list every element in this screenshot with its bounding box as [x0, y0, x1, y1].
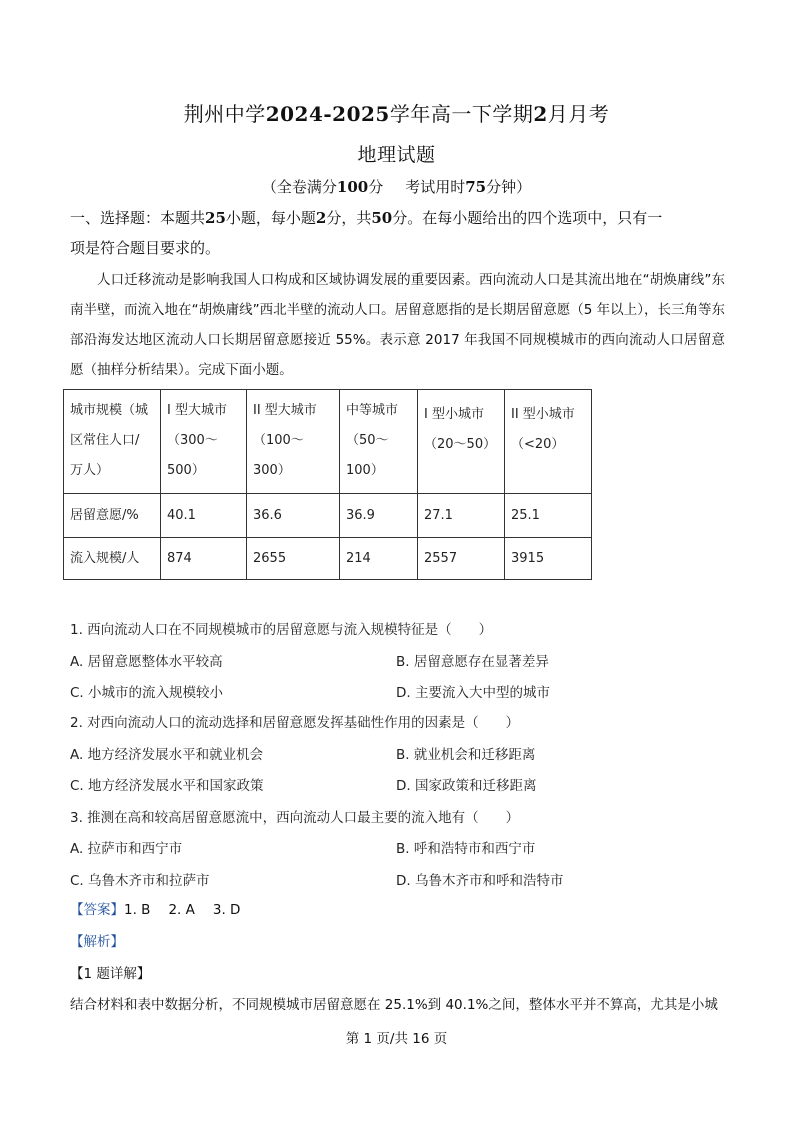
table-header-cell [418, 390, 505, 494]
table-row [64, 538, 592, 580]
info-marks-label: （全卷满分 [261, 178, 337, 196]
question-option: B. 居留意愿存在显著差异 [396, 654, 549, 670]
question-option: A. 拉萨市和西宁市 [70, 841, 183, 857]
table-header-cell [161, 390, 247, 494]
answer-label: 【答案】 [70, 902, 124, 918]
header-line: I 型小城市 [424, 407, 484, 422]
header-line: 万人） [70, 463, 110, 478]
exam-info [0, 176, 793, 197]
answer-value: 3. D [212, 902, 241, 918]
header-line: I 型大城市 [167, 403, 227, 418]
info-time-label: 考试用时 [405, 178, 466, 196]
header-line: （100～ [253, 433, 304, 448]
table-cell: 40.1 [161, 494, 247, 538]
table-cell: 214 [340, 538, 418, 580]
question-stem: 1. 西向流动人口在不同规模城市的居留意愿与流入规模特征是（ ） [70, 622, 493, 638]
table-cell: 27.1 [418, 494, 505, 538]
header-line: 300） [253, 463, 291, 478]
table-cell: 流入规模/人 [64, 538, 161, 580]
page-footer: 第 1 页/共 16 页 [345, 1031, 448, 1047]
table-cell: 36.6 [247, 494, 340, 538]
table-header-cell [247, 390, 340, 494]
header-line: （20～50） [424, 437, 497, 452]
title-suffix: 月月考 [547, 102, 610, 126]
section-heading-part: 一、选择题：本题共 [70, 209, 206, 227]
question-option: D. 主要流入大中型的城市 [396, 685, 550, 701]
subject-title: 地理试题 [357, 144, 436, 166]
header-line: （50～ [346, 433, 389, 448]
answer-value: 1. B [124, 902, 151, 918]
question-option: A. 居留意愿整体水平较高 [70, 654, 223, 670]
detail-heading: 【1 题详解】 [70, 966, 151, 982]
data-table [63, 389, 592, 580]
table-cell: 2655 [247, 538, 340, 580]
exam-title [0, 98, 793, 127]
question-stem: 2. 对西向流动人口的流动选择和居留意愿发挥基础性作用的因素是（ ） [70, 715, 520, 731]
header-line: 区常住人口/ [70, 433, 140, 448]
table-cell: 3915 [505, 538, 592, 580]
header-line: II 型大城市 [253, 403, 317, 418]
section-heading-part: 小题，每小题 [225, 209, 316, 227]
question-option: D. 国家政策和迁移距离 [396, 778, 537, 794]
header-line: （<20） [511, 437, 565, 452]
title-mid: 学年高一下学期 [389, 102, 534, 126]
section-count: 25 [205, 209, 226, 227]
question-stem: 3. 推测在高和较高居留意愿流中，西向流动人口最主要的流入地有（ ） [70, 810, 520, 826]
section-total: 50 [371, 209, 393, 227]
header-line: 中等城市 [346, 403, 399, 418]
header-line: （300～ [167, 433, 218, 448]
title-month: 2 [533, 102, 548, 126]
section-points: 2 [315, 209, 327, 227]
table-cell: 36.9 [340, 494, 418, 538]
question-option: C. 乌鲁木齐市和拉萨市 [70, 873, 210, 889]
question-option: A. 地方经济发展水平和就业机会 [70, 747, 264, 763]
section-heading [70, 203, 725, 263]
question-option: B. 就业机会和迁移距离 [396, 747, 536, 763]
section-heading-part: 分。在每小题给出的四个选项中，只有一 [392, 209, 663, 227]
question-option: D. 乌鲁木齐市和呼和浩特市 [396, 873, 564, 889]
title-years: 2024-2025 [265, 102, 390, 126]
passage: 人口迁移流动是影响我国人口构成和区域协调发展的重要因素。西向流动人口是其流出地在“胡焕庸线”东南半壁，而流入地在“胡焕庸线”西北半壁的流动人口。居留意愿指的是长期居留意愿（5 年以上），长三角等东部沿海发达地区流动人口长期居留意愿接近 55%。表示意 2017 年我国不同规模城市的西向流动人口居留意愿（抽样分析结果）。完成下面小题。 [70, 272, 725, 378]
table-header-cell [340, 390, 418, 494]
header-line: II 型小城市 [511, 407, 575, 422]
answer-line [70, 898, 240, 918]
section-heading-line2: 项是符合题目要求的。 [70, 239, 221, 257]
table-cell: 874 [161, 538, 247, 580]
table-header-row [64, 390, 592, 494]
info-time-unit: 分钟） [486, 178, 532, 196]
question-option: B. 呼和浩特市和西宁市 [396, 841, 536, 857]
table-cell: 25.1 [505, 494, 592, 538]
table-cell: 居留意愿/% [64, 494, 161, 538]
detail-text: 结合材料和表中数据分析，不同规模城市居留意愿在 25.1%到 40.1%之间，整体水平并不算高，尤其是小城 [70, 997, 718, 1013]
title-school: 荆州中学 [183, 102, 266, 126]
analysis-label: 【解析】 [70, 934, 124, 950]
section-heading-part: 分，共 [326, 209, 372, 227]
header-line: 100） [346, 463, 384, 478]
info-marks-value: 100 [336, 178, 369, 196]
info-marks-unit: 分 [368, 178, 384, 196]
answer-value: 2. A [168, 902, 195, 918]
table-cell: 2557 [418, 538, 505, 580]
info-time-value: 75 [465, 178, 487, 196]
question-option: C. 小城市的流入规模较小 [70, 685, 224, 701]
question-option: C. 地方经济发展水平和国家政策 [70, 778, 264, 794]
header-line: 500） [167, 463, 205, 478]
table-header-cell [64, 390, 161, 494]
header-line: 城市规模（城 [70, 403, 149, 418]
table-row [64, 494, 592, 538]
table-header-cell [505, 390, 592, 494]
